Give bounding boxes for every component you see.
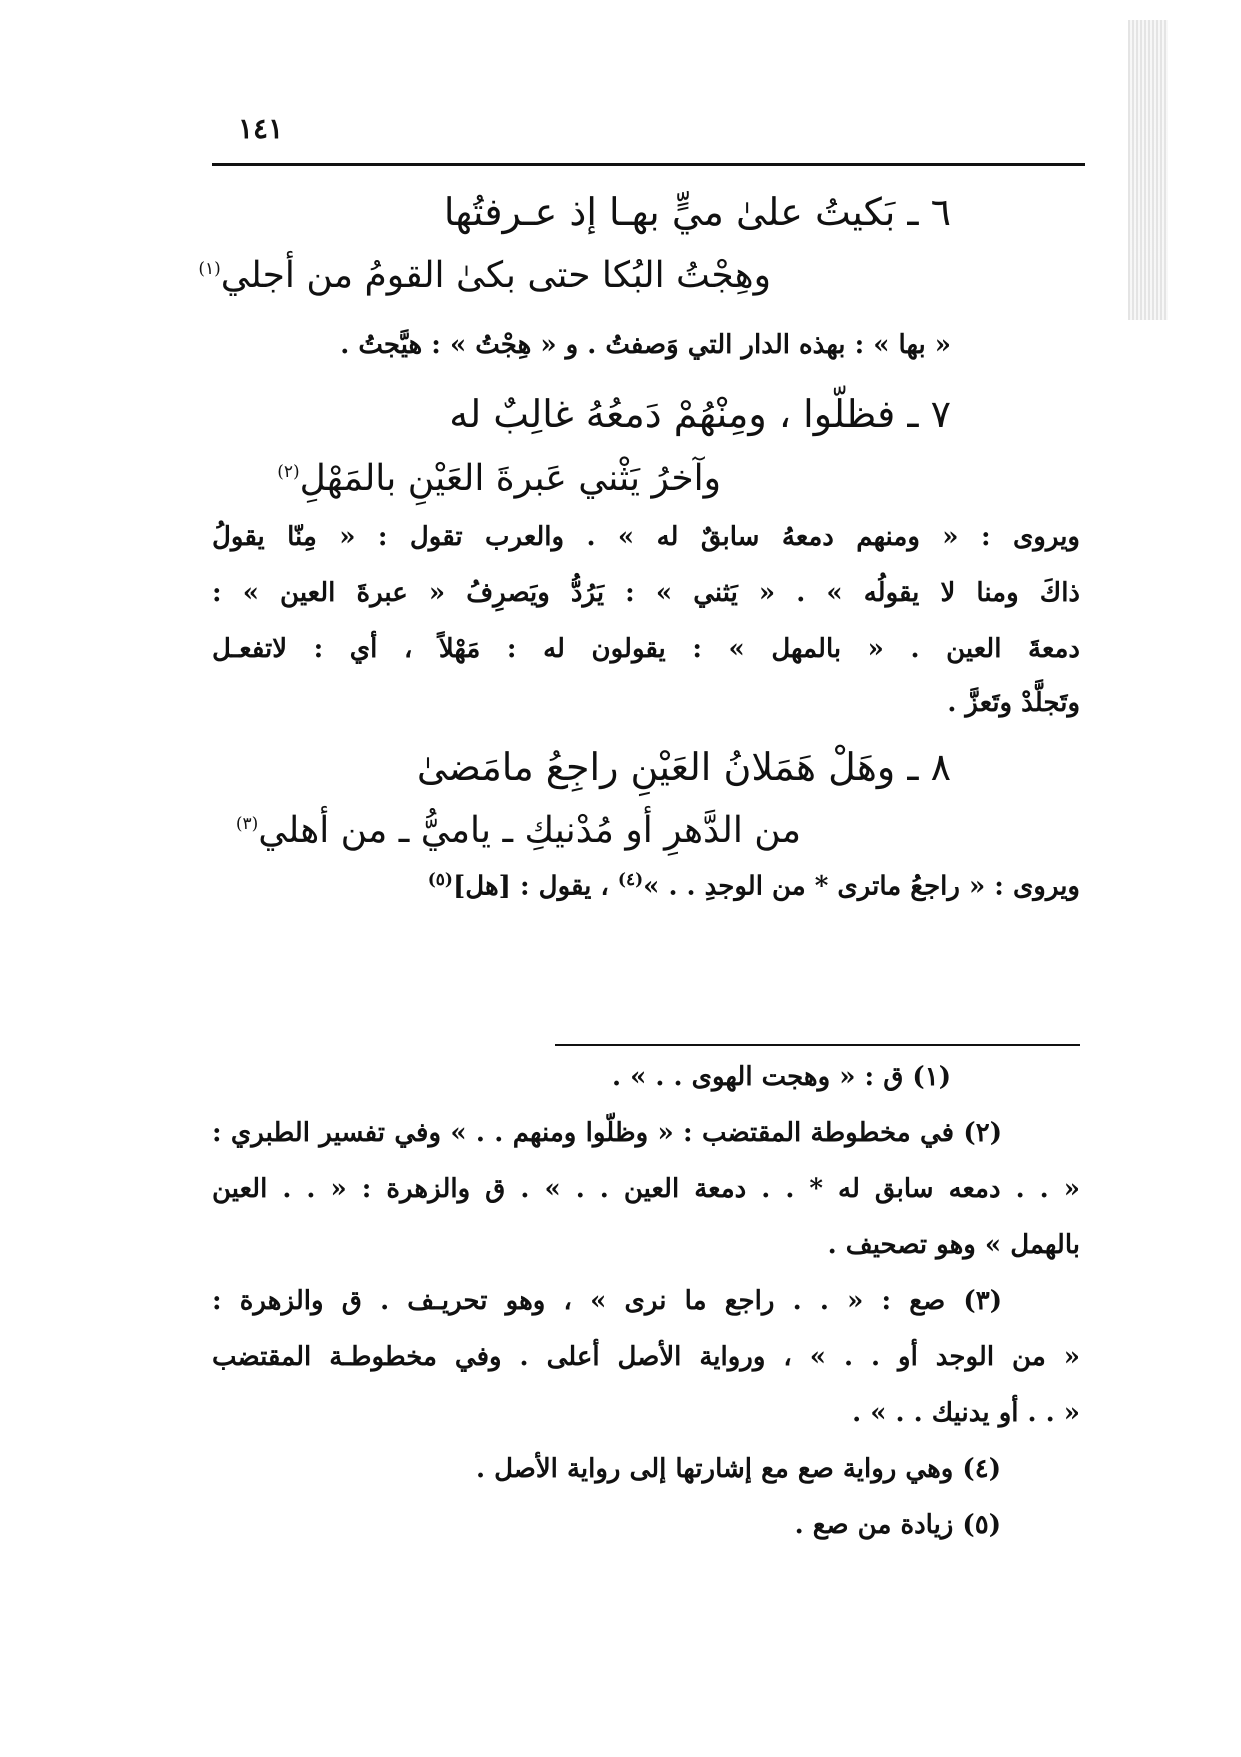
footnote-3-line-1: (٣) صع : « . . راجع ما نرى » ، وهو تحريـف . ق والزهرة : [212,1286,1002,1316]
footnote-3-line-2: « من الوجد أو . . » ، ورواية الأصل أعلى . وفي مخطوطـة المقتضب [212,1342,1080,1372]
verse-7-commentary-line-1: ويروى : « ومنهم دمعهُ سابقٌ له » . والعرب تقول : « مِنّا يقولُ [212,522,1080,552]
page-number: ١٤١ [238,112,284,145]
footnote-ref-4: (٤) [617,870,644,890]
footnote-ref-1: (١) [198,259,221,279]
footnote-2-line-2: « . . دمعه سابق له * . . دمعة العين . . » . ق والزهرة : « . . العين [212,1174,1080,1204]
footnote-ref-5: (٥) [427,870,453,890]
verse-8-commentary [210,870,1080,902]
verse-6-first-hemistich: ٦ ـ بَكيتُ علىٰ ميٍّ بهـا إذ عـرفتُها [443,190,951,234]
verse-6-second-text: وهِجْتُ البُكا حتى بكىٰ القومُ من أجلي [220,255,771,296]
verse-8-commentary-tail: ، يقول : [هل] [452,871,609,902]
verse-8-second-text: من الدَّهرِ أو مُدْنيكِ ـ ياميُّ ـ من أهلي [258,810,801,851]
verse-7-commentary-line-4: وتَجلَّدْ وتَعزَّ . [947,688,1080,718]
verse-7-second-hemistich [201,458,721,499]
scan-edge-shading [1128,20,1168,320]
footnote-2-line-3: بالهمل » وهو تصحيف . [827,1230,1080,1260]
verse-7-commentary-line-3: دمعةَ العين . « بالمهل » : يقولون له : مَهْلاً ، أي : لاتفعـل [212,634,1080,664]
footnote-4: (٤) وهي رواية صع مع إشارتها إلى رواية الأصل . [475,1454,1001,1484]
verse-7-first-hemistich: ٧ ـ فظلّوا ، ومِنْهُمْ دَمعُهُ غالِبٌ له [449,392,951,436]
verse-7-commentary-line-2: ذاكَ ومنا لا يقولُه » . « يَثني » : يَرُدُّ ويَصرِفُ « عبرةَ العين » : [212,578,1080,608]
footnote-2-line-1: (٢) في مخطوطة المقتضب : « وظلّوا ومنهم . . » وفي تفسير الطبري : [212,1118,1002,1148]
verse-6-second-hemistich [198,255,771,296]
footnote-ref-3: (٣) [235,814,259,834]
verse-8-second-hemistich [201,810,801,851]
header-rule [212,163,1085,166]
footnote-3-line-3: « . . أو يدنيك . . » . [852,1398,1080,1428]
verse-6-commentary: « بها » : بهذه الدار التي وَصفتُ . و « هِجْتُ » : هيَّجتُ . [340,330,951,360]
verse-8-commentary-text: ويروى : « راجعُ ماترى * من الوجدِ . . » [643,871,1080,902]
footnote-ref-2: (٢) [277,462,300,482]
verse-8-first-hemistich: ٨ ـ وهَلْ هَمَلانُ العَيْنِ راجِعُ مامَضىٰ [416,745,951,789]
footnote-5: (٥) زيادة من صع . [794,1510,1001,1540]
footnote-separator [555,1044,1080,1046]
footnote-1: (١) ق : « وهجت الهوى . . » . [612,1062,951,1092]
verse-7-second-text: وآخرُ يَثْني عَبرةَ العَيْنِ بالمَهْلِ [299,458,721,499]
